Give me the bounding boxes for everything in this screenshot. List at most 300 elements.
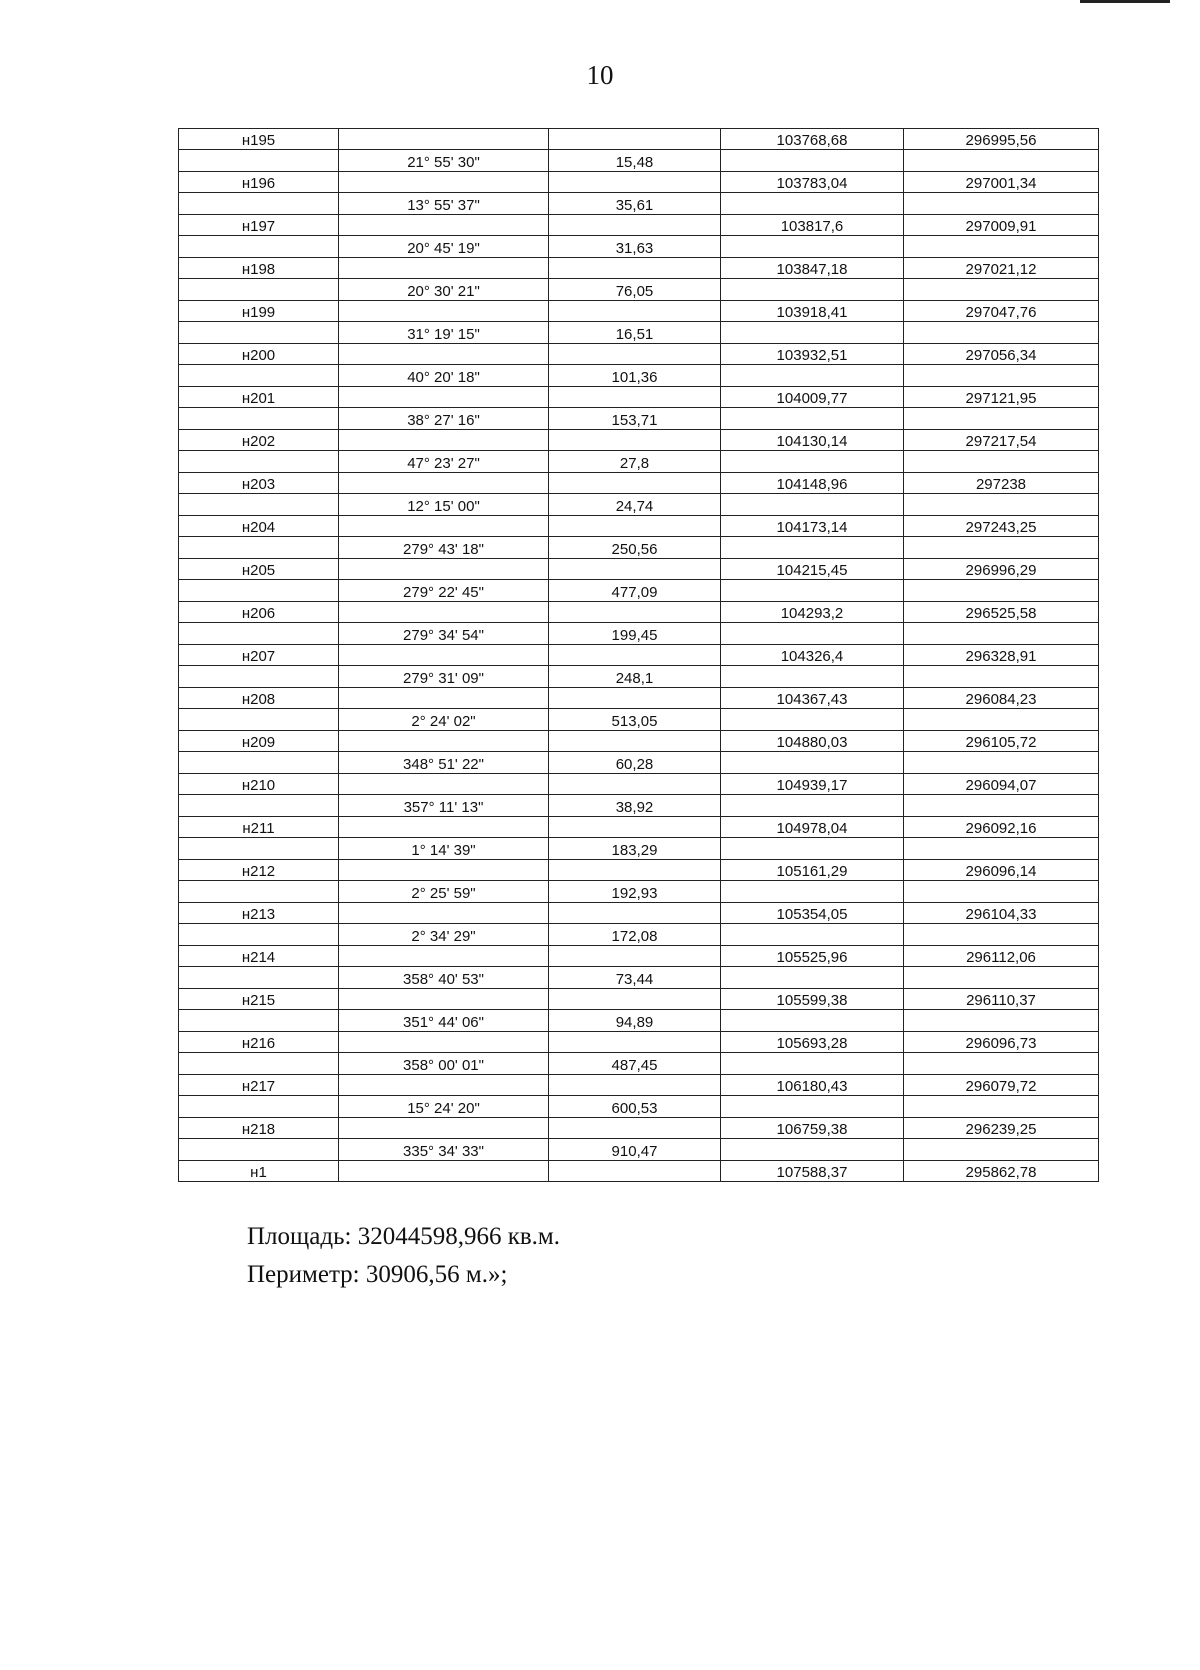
table-row xyxy=(179,473,1099,494)
table-row xyxy=(179,645,1099,666)
segment-length-cell xyxy=(549,1053,721,1075)
segment-length-cell-text: 172,08 xyxy=(608,928,662,946)
direction-angle-cell-text: 31° 19' 15" xyxy=(403,326,484,344)
point-name-cell: н217 xyxy=(179,1075,339,1096)
table-row xyxy=(179,1053,1099,1075)
empty-cell xyxy=(549,817,721,838)
table-row xyxy=(179,1139,1099,1161)
y-coordinate-cell xyxy=(904,645,1099,666)
x-coordinate-cell-text: 104173,14 xyxy=(773,519,852,537)
page-number: 10 xyxy=(586,60,614,90)
segment-length-cell-text: 31,63 xyxy=(612,240,658,258)
segment-length-cell-text: 27,8 xyxy=(616,455,653,473)
point-name-cell: н198 xyxy=(179,258,339,279)
empty-cell xyxy=(179,709,339,731)
direction-angle-cell-text: 21° 55' 30" xyxy=(403,154,484,172)
empty-cell xyxy=(549,903,721,924)
table-row xyxy=(179,322,1099,344)
direction-angle-cell xyxy=(339,924,549,946)
table-row xyxy=(179,344,1099,365)
point-name-cell: н218 xyxy=(179,1118,339,1139)
empty-cell xyxy=(904,279,1099,301)
y-coordinate-cell xyxy=(904,387,1099,408)
table-row xyxy=(179,258,1099,279)
segment-length-cell xyxy=(549,838,721,860)
x-coordinate-cell xyxy=(721,129,904,150)
direction-angle-cell xyxy=(339,537,549,559)
x-coordinate-cell xyxy=(721,946,904,967)
y-coordinate-cell-text: 297217,54 xyxy=(962,433,1041,451)
empty-cell xyxy=(549,688,721,709)
direction-angle-cell xyxy=(339,279,549,301)
x-coordinate-cell xyxy=(721,602,904,623)
empty-cell xyxy=(549,645,721,666)
table-row xyxy=(179,172,1099,193)
segment-length-cell xyxy=(549,924,721,946)
y-coordinate-cell xyxy=(904,860,1099,881)
empty-cell xyxy=(721,967,904,989)
x-coordinate-cell xyxy=(721,903,904,924)
point-name-cell: н207 xyxy=(179,645,339,666)
segment-length-cell xyxy=(549,279,721,301)
empty-cell xyxy=(339,946,549,967)
point-name-cell: н200 xyxy=(179,344,339,365)
x-coordinate-cell-text: 107588,37 xyxy=(773,1164,852,1182)
segment-length-cell-text: 248,1 xyxy=(612,670,658,688)
point-name-cell: н197 xyxy=(179,215,339,236)
x-coordinate-cell-text: 103847,18 xyxy=(773,261,852,279)
empty-cell xyxy=(549,602,721,623)
empty-cell xyxy=(904,236,1099,258)
empty-cell xyxy=(721,451,904,473)
empty-cell xyxy=(721,1053,904,1075)
table-row xyxy=(179,537,1099,559)
x-coordinate-cell-text: 104367,43 xyxy=(773,691,852,709)
point-name-cell: н196 xyxy=(179,172,339,193)
empty-cell xyxy=(721,1010,904,1032)
y-coordinate-cell xyxy=(904,129,1099,150)
empty-cell xyxy=(904,881,1099,903)
empty-cell xyxy=(721,924,904,946)
segment-length-cell-text: 183,29 xyxy=(608,842,662,860)
x-coordinate-cell xyxy=(721,989,904,1010)
empty-cell xyxy=(339,817,549,838)
empty-cell xyxy=(549,860,721,881)
direction-angle-cell xyxy=(339,451,549,473)
y-coordinate-cell xyxy=(904,172,1099,193)
empty-cell xyxy=(549,473,721,494)
empty-cell xyxy=(721,709,904,731)
empty-cell xyxy=(339,1032,549,1053)
y-coordinate-cell xyxy=(904,1161,1099,1182)
point-name-cell: н213 xyxy=(179,903,339,924)
empty-cell xyxy=(721,881,904,903)
empty-cell xyxy=(549,1032,721,1053)
empty-cell xyxy=(339,903,549,924)
point-name-cell: н214 xyxy=(179,946,339,967)
direction-angle-cell xyxy=(339,623,549,645)
empty-cell xyxy=(179,666,339,688)
empty-cell xyxy=(549,989,721,1010)
empty-cell xyxy=(179,537,339,559)
point-name-cell: н201 xyxy=(179,387,339,408)
y-coordinate-cell-text: 297009,91 xyxy=(962,218,1041,236)
direction-angle-cell xyxy=(339,580,549,602)
empty-cell xyxy=(721,838,904,860)
empty-cell xyxy=(339,989,549,1010)
segment-length-cell xyxy=(549,1139,721,1161)
empty-cell xyxy=(904,1053,1099,1075)
empty-cell xyxy=(339,645,549,666)
empty-cell xyxy=(721,322,904,344)
empty-cell xyxy=(179,193,339,215)
empty-cell xyxy=(339,258,549,279)
empty-cell xyxy=(721,193,904,215)
point-name-cell: н210 xyxy=(179,774,339,795)
empty-cell xyxy=(904,1139,1099,1161)
empty-cell xyxy=(179,279,339,301)
empty-cell xyxy=(339,129,549,150)
table-row xyxy=(179,516,1099,537)
x-coordinate-cell-text: 104148,96 xyxy=(773,476,852,494)
empty-cell xyxy=(549,258,721,279)
y-coordinate-cell-text: 296079,72 xyxy=(962,1078,1041,1096)
empty-cell xyxy=(549,731,721,752)
table-row xyxy=(179,752,1099,774)
y-coordinate-cell-text: 295862,78 xyxy=(962,1164,1041,1182)
point-name-cell: н202 xyxy=(179,430,339,451)
direction-angle-cell xyxy=(339,881,549,903)
direction-angle-cell xyxy=(339,1139,549,1161)
empty-cell xyxy=(904,408,1099,430)
y-coordinate-cell xyxy=(904,688,1099,709)
empty-cell xyxy=(904,967,1099,989)
x-coordinate-cell xyxy=(721,430,904,451)
x-coordinate-cell xyxy=(721,1161,904,1182)
direction-angle-cell xyxy=(339,193,549,215)
segment-length-cell-text: 487,45 xyxy=(608,1057,662,1075)
direction-angle-cell-text: 15° 24' 20" xyxy=(403,1100,484,1118)
empty-cell xyxy=(721,580,904,602)
table-row xyxy=(179,903,1099,924)
x-coordinate-cell-text: 103768,68 xyxy=(773,132,852,150)
x-coordinate-cell-text: 103918,41 xyxy=(773,304,852,322)
x-coordinate-cell xyxy=(721,688,904,709)
y-coordinate-cell xyxy=(904,602,1099,623)
table-row xyxy=(179,193,1099,215)
direction-angle-cell-text: 351° 44' 06" xyxy=(399,1014,488,1032)
y-coordinate-cell xyxy=(904,989,1099,1010)
table-row xyxy=(179,430,1099,451)
segment-length-cell xyxy=(549,881,721,903)
table-row xyxy=(179,623,1099,645)
x-coordinate-cell xyxy=(721,774,904,795)
direction-angle-cell xyxy=(339,1010,549,1032)
empty-cell xyxy=(721,623,904,645)
table-row xyxy=(179,817,1099,838)
empty-cell xyxy=(179,451,339,473)
empty-cell xyxy=(549,344,721,365)
x-coordinate-cell-text: 105693,28 xyxy=(773,1035,852,1053)
x-coordinate-cell xyxy=(721,258,904,279)
direction-angle-cell xyxy=(339,838,549,860)
empty-cell xyxy=(721,537,904,559)
x-coordinate-cell xyxy=(721,1075,904,1096)
y-coordinate-cell-text: 297056,34 xyxy=(962,347,1041,365)
empty-cell xyxy=(339,1118,549,1139)
direction-angle-cell-text: 279° 22' 45" xyxy=(399,584,488,602)
x-coordinate-cell xyxy=(721,387,904,408)
empty-cell xyxy=(339,430,549,451)
y-coordinate-cell-text: 297047,76 xyxy=(962,304,1041,322)
x-coordinate-cell-text: 105161,29 xyxy=(773,863,852,881)
empty-cell xyxy=(721,1139,904,1161)
direction-angle-cell xyxy=(339,795,549,817)
direction-angle-cell-text: 1° 14' 39" xyxy=(407,842,479,860)
coordinates-table-body xyxy=(179,129,1099,1182)
direction-angle-cell-text: 2° 34' 29" xyxy=(407,928,479,946)
y-coordinate-cell-text: 297021,12 xyxy=(962,261,1041,279)
segment-length-cell xyxy=(549,1096,721,1118)
x-coordinate-cell xyxy=(721,1118,904,1139)
segment-length-cell-text: 73,44 xyxy=(612,971,658,989)
table-row xyxy=(179,967,1099,989)
direction-angle-cell xyxy=(339,408,549,430)
table-row xyxy=(179,1096,1099,1118)
point-name-cell: н199 xyxy=(179,301,339,322)
table-row xyxy=(179,387,1099,408)
segment-length-cell-text: 250,56 xyxy=(608,541,662,559)
table-row xyxy=(179,451,1099,473)
direction-angle-cell xyxy=(339,1053,549,1075)
segment-length-cell xyxy=(549,666,721,688)
empty-cell xyxy=(549,301,721,322)
point-name-cell: н1 xyxy=(179,1161,339,1182)
x-coordinate-cell-text: 105354,05 xyxy=(773,906,852,924)
empty-cell xyxy=(339,473,549,494)
table-row xyxy=(179,731,1099,752)
empty-cell xyxy=(549,516,721,537)
y-coordinate-cell xyxy=(904,258,1099,279)
empty-cell xyxy=(721,752,904,774)
point-name-cell: н204 xyxy=(179,516,339,537)
segment-length-cell-text: 910,47 xyxy=(608,1143,662,1161)
segment-length-cell-text: 199,45 xyxy=(608,627,662,645)
segment-length-cell xyxy=(549,580,721,602)
y-coordinate-cell-text: 297001,34 xyxy=(962,175,1041,193)
table-row xyxy=(179,301,1099,322)
y-coordinate-cell xyxy=(904,731,1099,752)
y-coordinate-cell xyxy=(904,215,1099,236)
segment-length-cell xyxy=(549,451,721,473)
empty-cell xyxy=(721,666,904,688)
y-coordinate-cell xyxy=(904,473,1099,494)
empty-cell xyxy=(549,387,721,408)
x-coordinate-cell xyxy=(721,301,904,322)
y-coordinate-cell-text: 296995,56 xyxy=(962,132,1041,150)
segment-length-cell-text: 24,74 xyxy=(612,498,658,516)
direction-angle-cell-text: 279° 31' 09" xyxy=(399,670,488,688)
empty-cell xyxy=(904,1010,1099,1032)
segment-length-cell xyxy=(549,752,721,774)
direction-angle-cell xyxy=(339,709,549,731)
empty-cell xyxy=(904,666,1099,688)
empty-cell xyxy=(339,301,549,322)
empty-cell xyxy=(179,881,339,903)
x-coordinate-cell xyxy=(721,516,904,537)
empty-cell xyxy=(179,623,339,645)
x-coordinate-cell-text: 104978,04 xyxy=(773,820,852,838)
table-row xyxy=(179,860,1099,881)
y-coordinate-cell-text: 297243,25 xyxy=(962,519,1041,537)
y-coordinate-cell-text: 296104,33 xyxy=(962,906,1041,924)
x-coordinate-cell xyxy=(721,473,904,494)
segment-length-cell-text: 16,51 xyxy=(612,326,658,344)
x-coordinate-cell-text: 103817,6 xyxy=(777,218,848,236)
x-coordinate-cell-text: 106759,38 xyxy=(773,1121,852,1139)
summary-block xyxy=(247,1218,560,1294)
y-coordinate-cell xyxy=(904,430,1099,451)
empty-cell xyxy=(179,150,339,172)
empty-cell xyxy=(339,172,549,193)
direction-angle-cell-text: 40° 20' 18" xyxy=(403,369,484,387)
empty-cell xyxy=(179,1010,339,1032)
direction-angle-cell-text: 47° 23' 27" xyxy=(403,455,484,473)
empty-cell xyxy=(549,1118,721,1139)
direction-angle-cell xyxy=(339,322,549,344)
y-coordinate-cell xyxy=(904,946,1099,967)
y-coordinate-cell xyxy=(904,1075,1099,1096)
empty-cell xyxy=(339,774,549,795)
empty-cell xyxy=(904,193,1099,215)
empty-cell xyxy=(179,1053,339,1075)
point-name-cell: н206 xyxy=(179,602,339,623)
segment-length-cell xyxy=(549,494,721,516)
x-coordinate-cell-text: 104880,03 xyxy=(773,734,852,752)
segment-length-cell xyxy=(549,795,721,817)
empty-cell xyxy=(721,365,904,387)
table-row xyxy=(179,215,1099,236)
empty-cell xyxy=(179,795,339,817)
table-row xyxy=(179,580,1099,602)
segment-length-cell-text: 35,61 xyxy=(612,197,658,215)
empty-cell xyxy=(904,709,1099,731)
empty-cell xyxy=(904,924,1099,946)
point-name-cell: н195 xyxy=(179,129,339,150)
empty-cell xyxy=(179,752,339,774)
point-name-cell: н212 xyxy=(179,860,339,881)
empty-cell xyxy=(904,494,1099,516)
empty-cell xyxy=(904,365,1099,387)
table-row xyxy=(179,838,1099,860)
x-coordinate-cell xyxy=(721,215,904,236)
segment-length-cell xyxy=(549,150,721,172)
direction-angle-cell-text: 20° 45' 19" xyxy=(403,240,484,258)
empty-cell xyxy=(721,236,904,258)
table-row xyxy=(179,989,1099,1010)
point-name-cell: н215 xyxy=(179,989,339,1010)
empty-cell xyxy=(179,838,339,860)
y-coordinate-cell-text: 297121,95 xyxy=(962,390,1041,408)
segment-length-cell xyxy=(549,1010,721,1032)
empty-cell xyxy=(904,451,1099,473)
empty-cell xyxy=(339,731,549,752)
y-coordinate-cell xyxy=(904,903,1099,924)
x-coordinate-cell-text: 103932,51 xyxy=(773,347,852,365)
x-coordinate-cell-text: 104293,2 xyxy=(777,605,848,623)
table-row xyxy=(179,1075,1099,1096)
segment-length-cell-text: 76,05 xyxy=(612,283,658,301)
y-coordinate-cell-text: 296112,06 xyxy=(962,949,1040,967)
table-row xyxy=(179,666,1099,688)
direction-angle-cell-text: 348° 51' 22" xyxy=(399,756,488,774)
x-coordinate-cell xyxy=(721,1032,904,1053)
empty-cell xyxy=(721,150,904,172)
table-row xyxy=(179,1118,1099,1139)
empty-cell xyxy=(179,365,339,387)
table-row xyxy=(179,795,1099,817)
y-coordinate-cell-text: 296105,72 xyxy=(962,734,1041,752)
y-coordinate-cell xyxy=(904,344,1099,365)
point-name-cell: н205 xyxy=(179,559,339,580)
empty-cell xyxy=(721,1096,904,1118)
empty-cell xyxy=(904,1096,1099,1118)
y-coordinate-cell-text: 296096,14 xyxy=(962,863,1041,881)
table-row xyxy=(179,150,1099,172)
empty-cell xyxy=(904,623,1099,645)
y-coordinate-cell xyxy=(904,301,1099,322)
empty-cell xyxy=(339,387,549,408)
direction-angle-cell-text: 358° 40' 53" xyxy=(399,971,488,989)
table-row xyxy=(179,1010,1099,1032)
empty-cell xyxy=(721,795,904,817)
y-coordinate-cell-text: 296096,73 xyxy=(962,1035,1041,1053)
empty-cell xyxy=(339,860,549,881)
direction-angle-cell xyxy=(339,365,549,387)
empty-cell xyxy=(179,924,339,946)
empty-cell xyxy=(549,946,721,967)
segment-length-cell xyxy=(549,322,721,344)
empty-cell xyxy=(179,322,339,344)
empty-cell xyxy=(339,559,549,580)
point-name-cell: н216 xyxy=(179,1032,339,1053)
table-row xyxy=(179,946,1099,967)
direction-angle-cell-text: 20° 30' 21" xyxy=(403,283,484,301)
segment-length-cell-text: 192,93 xyxy=(608,885,662,903)
empty-cell xyxy=(339,1075,549,1096)
point-name-cell: н211 xyxy=(179,817,339,838)
direction-angle-cell xyxy=(339,1096,549,1118)
y-coordinate-cell-text: 296996,29 xyxy=(962,562,1041,580)
segment-length-cell xyxy=(549,623,721,645)
table-row xyxy=(179,1032,1099,1053)
segment-length-cell-text: 600,53 xyxy=(608,1100,662,1118)
y-coordinate-cell-text: 296092,16 xyxy=(962,820,1041,838)
segment-length-cell xyxy=(549,236,721,258)
empty-cell xyxy=(549,215,721,236)
direction-angle-cell xyxy=(339,666,549,688)
empty-cell xyxy=(549,559,721,580)
empty-cell xyxy=(549,129,721,150)
table-row xyxy=(179,279,1099,301)
table-row xyxy=(179,236,1099,258)
x-coordinate-cell xyxy=(721,172,904,193)
segment-length-cell-text: 38,92 xyxy=(612,799,658,817)
empty-cell xyxy=(721,279,904,301)
empty-cell xyxy=(179,408,339,430)
table-row xyxy=(179,494,1099,516)
direction-angle-cell-text: 13° 55' 37" xyxy=(403,197,484,215)
